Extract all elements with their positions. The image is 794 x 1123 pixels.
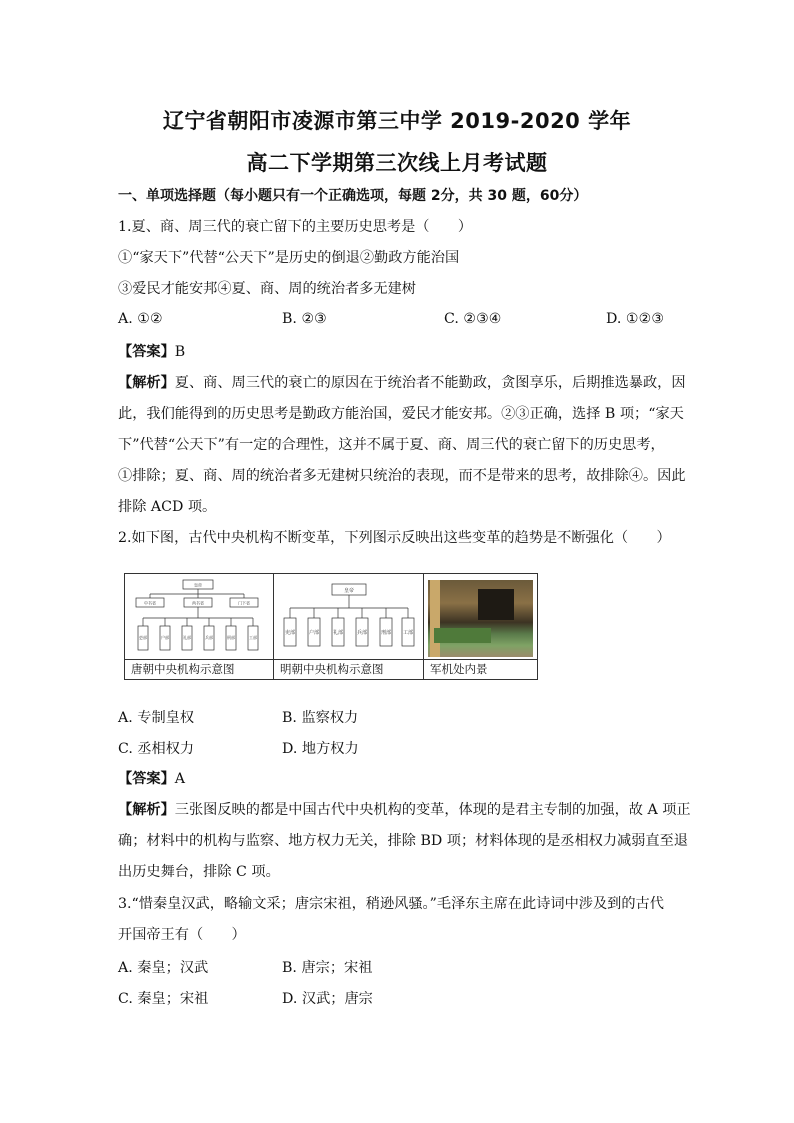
q1-analysis-line1 — [118, 373, 686, 393]
q2-analysis-line2: 确；材料中的机构与监察、地方权力无关，排除 BD 项；材料体现的是丞相权力减弱直至退 — [118, 833, 688, 849]
q1-answer — [118, 342, 678, 362]
tang-bottom-label-3: 礼部 — [183, 635, 191, 640]
tang-top-label: 皇帝 — [194, 582, 202, 588]
tang-mid-label-2: 尚书省 — [192, 600, 204, 606]
q1-analysis-line2: 此，我们能得到的历史思考是勤政方能治国，爱民才能安邦。②③正确，选择 B 项；“家天 — [118, 406, 684, 422]
q2-figure — [124, 573, 538, 680]
q1-item-line2: ③爱民才能安邦④夏、商、周的统治者多无建树 — [118, 281, 416, 297]
analysis-text: 三张图反映的都是中国古代中央机构的变革，体现的是君主专制的加强，故 A 项正 — [174, 802, 691, 818]
q2-option-c: C. 丞相权力 — [118, 741, 195, 757]
tang-bottom-label-5: 刑部 — [227, 635, 235, 640]
ming-bottom-label-4: 兵部 — [356, 630, 368, 636]
junjichu-photo-panel — [423, 574, 537, 679]
q1-option-c: C. ②③④ — [444, 311, 502, 327]
junjichu-interior-photo — [428, 580, 533, 657]
junjichu-caption: 军机处内景 — [424, 659, 537, 679]
q1-stem: 1.夏、商、周三代的衰亡留下的主要历史思考是（ ） — [118, 219, 473, 235]
ming-diagram-panel — [273, 574, 423, 679]
ming-org-chart — [274, 574, 424, 660]
analysis-label: 【解析】 — [118, 802, 175, 818]
q1-analysis-line3: 下”代替“公天下”有一定的合理性，这并不属于夏、商、周三代的衰亡留下的历史思考， — [118, 437, 665, 453]
ming-bottom-label-5: 刑部 — [380, 630, 392, 636]
answer-label: 【答案】 — [118, 771, 175, 787]
tang-mid-label-3: 门下省 — [238, 600, 250, 606]
answer-value: B — [174, 344, 186, 360]
q3-option-a: A. 秦皇；汉武 — [118, 960, 209, 976]
answer-value: A — [174, 771, 186, 787]
q1-option-b: B. ②③ — [282, 311, 327, 327]
section-heading: 一、单项选择题（每小题只有一个正确选项，每题 2分，共 30 题，60分） — [118, 188, 588, 204]
q3-option-d: D. 汉武；唐宗 — [282, 991, 373, 1007]
q2-stem: 2.如下图，古代中央机构不断变革，下列图示反映出这些变革的趋势是不断强化（ ） — [118, 530, 671, 546]
q2-answer — [118, 769, 678, 789]
q2-option-b: B. 监察权力 — [282, 710, 359, 726]
q2-analysis-line1 — [118, 800, 691, 820]
analysis-label: 【解析】 — [118, 375, 175, 391]
ming-bottom-label-6: 工部 — [402, 630, 414, 636]
q2-analysis-line3: 出历史舞台，排除 C 项。 — [118, 864, 280, 880]
tang-org-chart — [125, 574, 273, 660]
q3-stem-line1: 3.“惜秦皇汉武，略输文采；唐宗宋祖，稍逊风骚。”毛泽东主席在此诗词中涉及到的古代 — [118, 896, 664, 912]
q2-option-d: D. 地方权力 — [282, 741, 359, 757]
tang-bottom-label-2: 户部 — [161, 635, 169, 640]
tang-diagram-panel — [125, 574, 273, 679]
q3-option-c: C. 秦皇；宋祖 — [118, 991, 209, 1007]
q2-option-a: A. 专制皇权 — [118, 710, 195, 726]
tang-caption: 唐朝中央机构示意图 — [125, 659, 273, 679]
answer-label: 【答案】 — [118, 344, 175, 360]
tang-bottom-label-1: 吏部 — [139, 635, 147, 640]
page-title-line1: 辽宁省朝阳市凌源市第三中学 2019-2020 学年 — [162, 109, 632, 133]
ming-bottom-label-3: 礼部 — [332, 630, 344, 636]
q1-analysis-line4: ①排除；夏、商、周的统治者多无建树只统治的表现，而不是带来的思考，故排除④。因此 — [118, 468, 686, 484]
q1-option-d: D. ①②③ — [606, 311, 665, 327]
page-title-line2: 高二下学期第三次线上月考试题 — [246, 151, 548, 175]
tang-mid-label-1: 中书省 — [144, 600, 156, 606]
ming-bottom-label-1: 吏部 — [284, 630, 296, 636]
ming-bottom-label-2: 户部 — [308, 630, 320, 636]
q1-analysis-line5: 排除 ACD 项。 — [118, 499, 217, 515]
tang-bottom-label-4: 兵部 — [205, 635, 213, 640]
q3-option-b: B. 唐宗；宋祖 — [282, 960, 373, 976]
q1-item-line1: ①“家天下”代替“公天下”是历史的倒退②勤政方能治国 — [118, 250, 460, 266]
q3-stem-line2: 开国帝王有（ ） — [118, 927, 246, 943]
ming-caption: 明朝中央机构示意图 — [274, 659, 423, 679]
tang-bottom-label-6: 工部 — [249, 635, 257, 640]
analysis-text: 夏、商、周三代的衰亡的原因在于统治者不能勤政，贪图享乐，后期推选暴政，因 — [174, 375, 686, 391]
ming-top-label: 皇帝 — [343, 588, 355, 594]
q1-option-a: A. ①② — [118, 311, 163, 327]
